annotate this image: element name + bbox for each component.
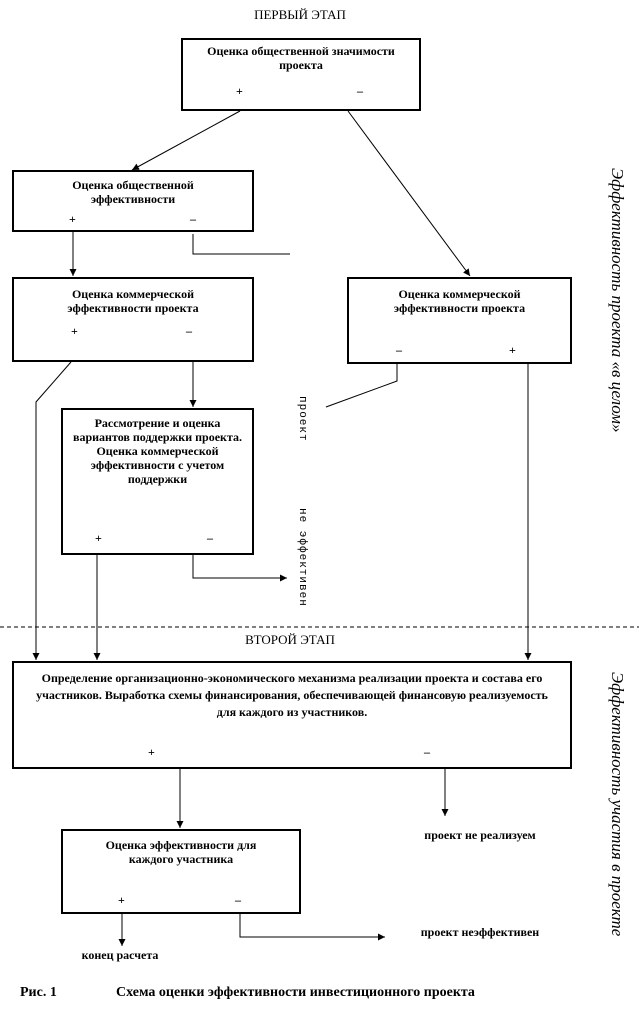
minus-sign: – <box>186 324 192 338</box>
minus-sign: – <box>424 745 430 759</box>
side-label-participation: Эффективность участия в проекте <box>608 672 627 937</box>
stage1-title: ПЕРВЫЙ ЭТАП <box>254 7 346 22</box>
box-commercial-right-text: Оценка коммерческой эффективности проекта <box>393 287 526 315</box>
minus-sign: – <box>207 531 213 545</box>
box-participants-text: Оценка эффективности для каждого участника <box>105 838 257 866</box>
arrow-significance-to-social <box>132 111 240 170</box>
plus-sign: + <box>69 212 76 226</box>
arrow-participants-minus <box>240 914 385 937</box>
minus-sign: – <box>396 343 402 357</box>
label-not-effective: проект неэффективен <box>420 925 540 939</box>
box-social-efficiency-text: Оценка общественной эффективности <box>72 178 194 206</box>
arrow-support-minus <box>193 555 287 578</box>
arrow-significance-to-commercial-right <box>348 111 470 276</box>
box-support-text: Рассмотрение и оценка вариантов поддержки проекта. Оценка коммерческой эффективности с учетом поддержки <box>72 416 242 486</box>
plus-sign: + <box>95 531 102 545</box>
label-end-calc: конец расчета <box>81 948 159 962</box>
stage2-title: ВТОРОЙ ЭТАП <box>245 632 335 647</box>
minus-sign: – <box>190 212 196 226</box>
plus-sign: + <box>148 745 155 759</box>
plus-sign: + <box>118 893 125 907</box>
box-commercial-left-text: Оценка коммерческой эффективности проекта <box>67 287 199 315</box>
figure-caption-number: Рис. 1 <box>20 985 57 1000</box>
minus-sign: – <box>235 893 241 907</box>
box-mechanism-text: Определение организационно-экономического механизма реализации проекта и состава его участников. Выработка схемы финансирования, обеспечивающей финансовую реализуемость для каждого из участников. <box>36 671 548 719</box>
line-social-minus <box>193 234 290 254</box>
line-commercial-right-minus <box>326 364 397 407</box>
figure-caption-text: Схема оценки эффективности инвестиционного проекта <box>116 985 475 1000</box>
plus-sign: + <box>236 84 243 98</box>
label-project-vertical: проект <box>296 396 308 442</box>
label-not-realizable: проект не реализуем <box>424 828 536 842</box>
box-social-significance-text: Оценка общественной значимости проекта <box>207 44 395 72</box>
label-not-effective-vertical: не эффективен <box>296 508 308 607</box>
plus-sign: + <box>71 324 78 338</box>
side-label-project-overall: Эффективность проекта «в целом» <box>608 168 627 433</box>
plus-sign: + <box>509 343 516 357</box>
minus-sign: – <box>357 84 363 98</box>
